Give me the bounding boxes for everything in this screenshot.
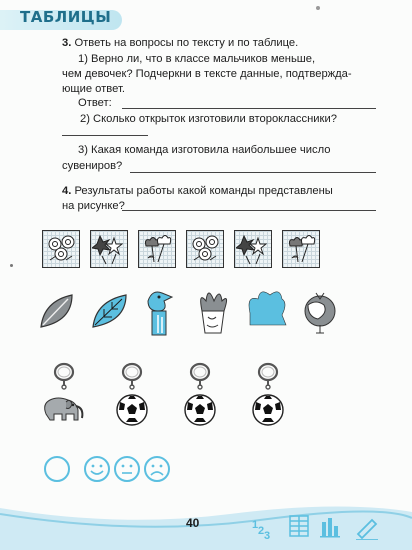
task3-q1-line1: 1) Верно ли, что в классе мальчиков меньше, (78, 53, 316, 65)
greeting-card-tulips (138, 230, 176, 268)
keychain-soccer-ball (244, 362, 294, 432)
margin-mark (10, 264, 13, 267)
greeting-card-flowers (42, 230, 80, 268)
greeting-card-tulips (282, 230, 320, 268)
craft-bird-blue (142, 287, 186, 337)
task4-text: Результаты работы какой команды представлены (74, 185, 333, 197)
task4-line1 (62, 184, 333, 200)
svg-text:1: 1 (252, 519, 259, 531)
key-ring-icon (55, 364, 73, 389)
key-ring-icon (259, 364, 277, 389)
key-ring-icon (123, 364, 141, 389)
greeting-card-flowers (186, 230, 224, 268)
sad-icon[interactable] (145, 457, 169, 481)
task3-line (62, 36, 298, 52)
svg-text:2: 2 (258, 525, 265, 537)
craft-leaf-grey (38, 287, 82, 337)
answer-label: Ответ: (78, 97, 112, 109)
task3-q2: 2) Сколько открыток изготовили второклассники? (80, 113, 337, 125)
table-icon (290, 516, 308, 536)
answer-line-3[interactable] (130, 172, 376, 173)
task4-line2: на рисунке? (62, 200, 125, 212)
craft-flower-pot-blue (246, 287, 290, 337)
greeting-card-star-bouquet (90, 230, 128, 268)
craft-leaf-blue (90, 287, 134, 337)
task3-number: 3. (62, 37, 72, 49)
answer-line-4[interactable] (122, 210, 376, 211)
answer-line-1[interactable] (122, 108, 376, 109)
answer-line-2[interactable] (62, 135, 148, 136)
empty-circle-icon[interactable] (45, 457, 69, 481)
keychain-soccer-ball (176, 362, 226, 432)
smile-icon[interactable] (85, 457, 109, 481)
keychain-elephant (40, 362, 90, 432)
section-title: ТАБЛИЦЫ (20, 8, 112, 26)
self-assessment (42, 454, 182, 486)
keychain-soccer-ball (108, 362, 158, 432)
task3-q3-line1: 3) Какая команда изготовила наибольшее число (78, 144, 331, 156)
greeting-card-star-bouquet (234, 230, 272, 268)
craft-bird-grey (298, 287, 342, 337)
header-dot (316, 6, 320, 10)
task4-number: 4. (62, 185, 72, 197)
pencil-icon (356, 520, 378, 540)
task3-q1-line3: ющие ответ. (62, 83, 125, 95)
svg-text:3: 3 (264, 530, 271, 540)
page-number: 40 (186, 516, 200, 530)
footer-icons (250, 514, 410, 540)
neutral-icon[interactable] (115, 457, 139, 481)
craft-plant-pot-grey (194, 287, 238, 337)
task3-q1-line2: чем девочек? Подчеркни в тексте данные, подтвержда- (62, 68, 352, 80)
key-ring-icon (191, 364, 209, 389)
abc-icon (252, 519, 270, 540)
bar-chart-icon (320, 518, 340, 538)
task3-intro: Ответь на вопросы по тексту и по таблице. (74, 37, 299, 49)
task3-q3-line2: сувениров? (62, 160, 123, 172)
